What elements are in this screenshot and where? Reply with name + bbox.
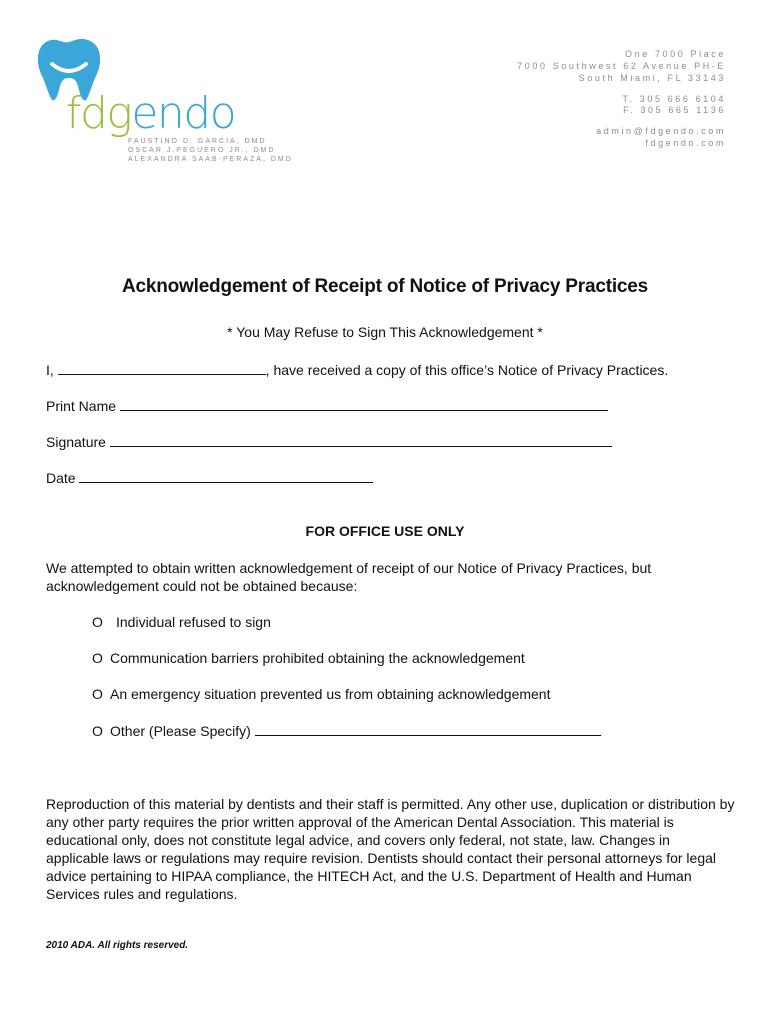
doctor-name-3: ALEXANDRA SAAB-PERAZA, DMD [128, 156, 293, 163]
option-refused[interactable] [92, 615, 271, 629]
option-label-1: Individual refused to sign [116, 614, 271, 630]
option-emergency[interactable] [92, 687, 550, 701]
date-row [46, 470, 373, 485]
date-field[interactable] [79, 470, 373, 483]
copyright: 2010 ADA. All rights reserved. [46, 940, 189, 951]
phone-number: T. 305 666 6104 [622, 94, 726, 104]
website: fdgendo.com [645, 138, 726, 148]
refuse-note: * You May Refuse to Sign This Acknowledgement * [227, 324, 543, 340]
option-communication[interactable] [92, 651, 525, 665]
disclaimer: Reproduction of this material by dentists and their staff is permitted. Any other use, duplication or distribution by any other party requires the prior written approval of the American Dental Association. This material is educational only, does not constitute legal advice, and covers only federal, not state, law. Changes in applicable laws or regulations may require revision. Dentists should contact their personal attorneys for legal advice pertaining to HIPAA compliance, the HITECH Act, and the U.S. Department of Health and Human Services rules and regulations. [46, 796, 735, 902]
signature-label: Signature [46, 434, 106, 450]
address-line-1: One 7000 Place [625, 49, 726, 59]
print-name-field[interactable] [120, 398, 608, 411]
signature-row [46, 434, 612, 449]
option-radio-2[interactable]: O [92, 650, 103, 666]
page-title: Acknowledgement of Receipt of Notice of Privacy Practices [121, 276, 649, 297]
doctor-name-2: OSCAR J.PEGUERO JR., DMD [128, 147, 276, 154]
fax-number: F. 305 665 1136 [623, 105, 726, 115]
signature-field[interactable] [110, 434, 612, 447]
option-radio-1[interactable]: O [92, 614, 103, 630]
office-intro: We attempted to obtain written acknowledgement of receipt of our Notice of Privacy Practices, but acknowledgement could not be obtained because: [46, 560, 652, 594]
statement-prefix: I, [46, 362, 54, 378]
logo-wordmark [66, 88, 236, 139]
option-radio-3[interactable]: O [92, 686, 103, 702]
address-line-2: 7000 Southwest 62 Avenue PH-E [517, 61, 726, 71]
option-label-2: Communication barriers prohibited obtaining the acknowledgement [110, 650, 525, 666]
date-label: Date [46, 470, 76, 486]
logo-word-part1: fdg [66, 88, 132, 139]
office-use-heading: FOR OFFICE USE ONLY [305, 523, 465, 539]
logo-word-part2: endo [131, 88, 236, 139]
option-label-3: An emergency situation prevented us from obtaining acknowledgement [110, 686, 551, 702]
option-radio-4[interactable]: O [92, 723, 103, 739]
other-specify-field[interactable] [255, 723, 601, 736]
statement-suffix: , have received a copy of this office’s Notice of Privacy Practices. [265, 362, 669, 378]
print-name-label: Print Name [46, 398, 117, 414]
print-name-row [46, 398, 608, 413]
acknowledgement-statement [46, 362, 668, 377]
patient-name-field[interactable] [58, 362, 266, 375]
doctor-name-1: FAUSTINO D. GARCIA, DMD [128, 138, 267, 145]
option-label-4: Other (Please Specify) [110, 723, 251, 739]
option-other[interactable] [92, 723, 601, 738]
email-address: admin@fdgendo.com [596, 126, 726, 136]
address-line-3: South Miami, FL 33143 [578, 73, 726, 83]
